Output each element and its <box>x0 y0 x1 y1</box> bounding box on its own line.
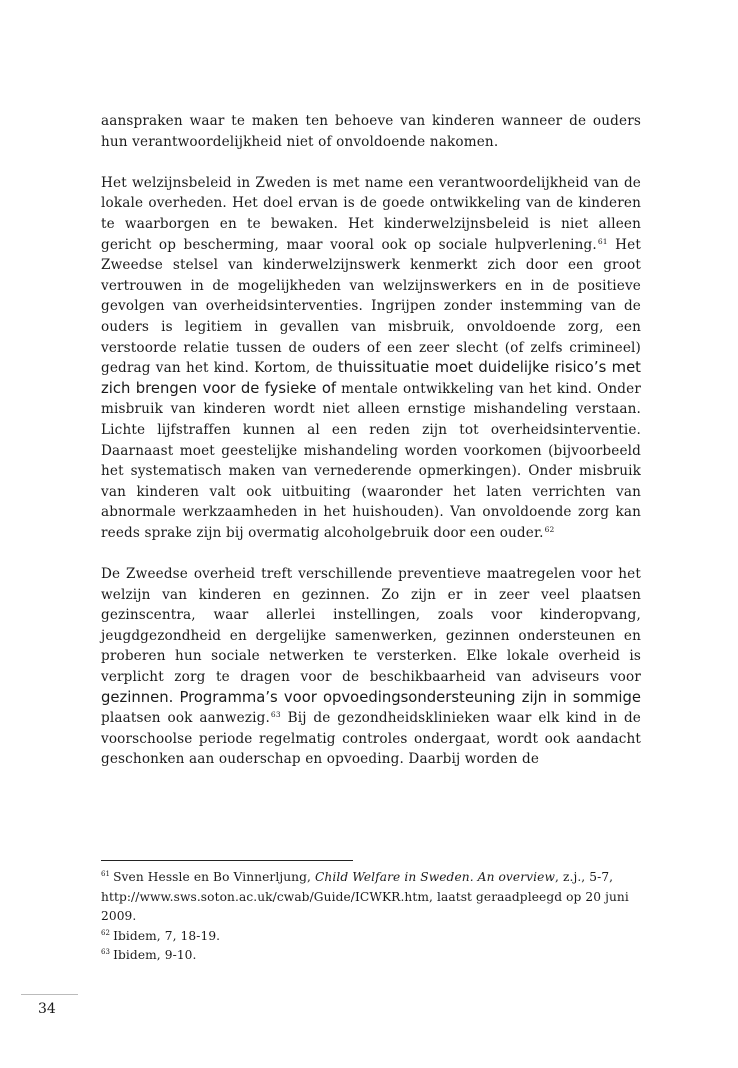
paragraph-2-text-sans: thuissituatie moet duidelijke risico’s met zich brengen voor de fysieke of <box>101 359 641 397</box>
footnote-61 <box>101 868 636 927</box>
page-number-rule <box>21 994 78 995</box>
paragraph-3-text-sans: gezinnen. Programma’s voor opvoedingsondersteuning zijn in sommige <box>101 688 641 706</box>
footnote-text: Ibidem, 7, 18-19. <box>113 928 221 943</box>
paragraph-2-text-b: Het Zweedse stelsel van kinderwelzijnswerk kenmerkt zich door een groot vertrouwen in de mogelijkheden van welzijnswerkers en in de positieve gevolgen van overheidsinterventies. Ingrijpen zonder instemming van de ouders is legitiem in gevallen van misbruik, onvoldoende zorg, een verstoorde relatie tussen de ouders of een zeer slecht (of zelfs crimineel) gedrag van het kind. Kortom, de <box>101 236 641 377</box>
paragraph-1 <box>101 111 641 152</box>
paragraph-3 <box>101 564 641 770</box>
paragraph-3-text-a: De Zweedse overheid treft verschillende preventieve maatregelen voor het welzijn van kinderen en gezinnen. Zo zijn er in zeer veel plaatsen gezinscentra, waar allerlei instellingen, zoals voor kinderopvang, jeugdgezondheid en dergelijke samenwerken, gezinnen ondersteunen en proberen hun sociale netwerken te versterken. Elke lokale overheid is verplicht zorg te dragen voor de beschikbaarheid van adviseurs voor <box>101 566 641 686</box>
footnote-ref-61[interactable]: 61 <box>597 236 608 246</box>
footnote-ref-62[interactable]: 62 <box>544 524 555 534</box>
paragraph-2-text-c: mentale ontwikkeling van het kind. Onder misbruik van kinderen wordt niet alleen ernstige mishandeling verstaan. Lichte lijfstraffen kunnen al een reden zijn tot overheidsinterventie. Daarnaast moet geestelijke mishandeling worden voorkomen (bijvoorbeeld het systematisch maken van vernederende opmerkingen). Onder misbruik van kinderen valt ook uitbuiting (waaronder het laten verrichten van abnormale werkzaamheden in het huishouden). Van onvoldoende zorg kan reeds sprake zijn bij overmatig alcoholgebruik door een ouder. <box>101 380 641 541</box>
paragraph-2 <box>101 173 641 544</box>
footnote-authors: Sven Hessle en Bo Vinnerljung, <box>113 870 315 884</box>
page-number: 34 <box>38 1001 56 1017</box>
footnotes <box>101 868 636 966</box>
footnote-rest: , z.j., 5-7, http://www.sws.soton.ac.uk/cwab/Guide/ICWKR.htm, laatst geraadpleegd op 20 juni 2009. <box>101 870 629 924</box>
footnote-separator <box>101 860 353 861</box>
footnote-text: Ibidem, 9-10. <box>113 948 197 963</box>
footnote-ref-63[interactable]: 63 <box>270 710 281 720</box>
paragraph-3-text-c: Bij de gezondheidsklinieken waar elk kind in de voorschoolse periode regelmatig controles ondergaat, wordt ook aandacht geschonken aan ouderschap en opvoeding. Daarbij worden de <box>101 710 641 768</box>
footnote-number: 61 <box>101 870 111 878</box>
paragraph-2-text-a: Het welzijnsbeleid in Zweden is met name een verantwoordelijkheid van de lokale overheden. Het doel ervan is de goede ontwikkeling van de kinderen te waarborgen en te bewaken. Het kinderwelzijnsbeleid is niet alleen gericht op bescherming, maar vooral ook op sociale hulpverlening. <box>101 174 641 253</box>
paragraph-1-text: aanspraken waar te maken ten behoeve van kinderen wanneer de ouders hun verantwoordelijkheid niet of onvoldoende nakomen. <box>101 113 641 150</box>
footnote-62 <box>101 927 636 947</box>
footnote-number: 63 <box>101 948 111 957</box>
footnote-number: 62 <box>101 928 111 937</box>
footnote-title: Child Welfare in Sweden. An overview <box>314 870 555 884</box>
paragraph-3-text-b: plaatsen ook aanwezig. <box>101 710 270 727</box>
footnote-63 <box>101 946 636 966</box>
body-text <box>101 111 641 770</box>
